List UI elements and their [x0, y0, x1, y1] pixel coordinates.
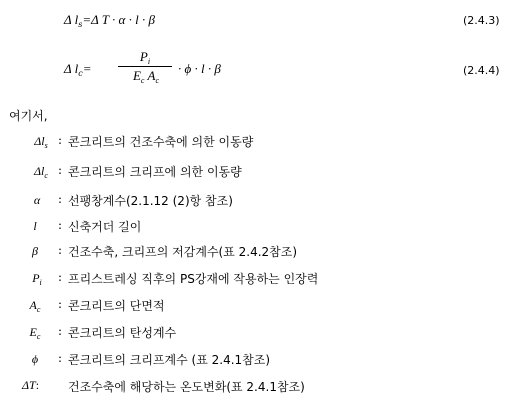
intro-text: 여기서,: [9, 109, 48, 123]
eq2-denominator-e: E: [132, 68, 141, 83]
definition-symbol-text: A: [29, 298, 37, 312]
eq1-lhs: Δ l: [64, 12, 79, 27]
definition-colon: :: [58, 218, 63, 232]
definition-colon: :: [35, 378, 40, 392]
eq2-equals: =: [82, 61, 92, 76]
definition-symbol: [22, 193, 52, 208]
definition-symbol: [20, 219, 50, 234]
definition-text: 콘크리트의 단면적: [68, 299, 165, 313]
eq2-numerator-symbol: P: [139, 49, 148, 64]
definition-text: 콘크리트의 크리프계수 (표 2.4.1참조): [68, 353, 271, 367]
equation-number-2-4-3: (2.4.3): [463, 14, 500, 27]
definition-colon: :: [58, 133, 63, 147]
definition-symbol-subscript: c: [44, 171, 48, 180]
definition-text: 건조수축에 해당하는 온도변화(표 2.4.1참조): [68, 380, 305, 394]
definition-text: 콘크리트의 크리프에 의한 이동량: [68, 165, 242, 179]
eq2-denominator-a-subscript: c: [155, 76, 160, 85]
definition-symbol-text: Δl: [34, 134, 45, 148]
definition-text: 신축거더 길이: [68, 220, 142, 234]
definition-text: 건조수축, 크리프의 저감계수(표 2.4.2참조): [68, 245, 298, 259]
definition-symbol-subscript: i: [39, 278, 42, 287]
definition-symbol-text: P: [32, 271, 40, 285]
definition-colon: :: [58, 297, 63, 311]
eq2-denominator-a: A: [147, 68, 156, 83]
eq1-rhs: =Δ T · α · l · β: [82, 12, 155, 27]
definition-symbol-text: ΔT: [22, 378, 36, 392]
eq2-lhs: Δ l: [64, 61, 79, 76]
definition-text: 프리스트레싱 직후의 PS강재에 작용하는 인장력: [68, 272, 319, 286]
definition-symbol: [26, 164, 56, 179]
definition-symbol-text: ϕ: [31, 352, 39, 366]
definition-symbol-subscript: c: [36, 332, 41, 341]
eq1-lhs-subscript: s: [78, 20, 83, 29]
definition-colon: :: [58, 324, 63, 338]
definition-symbol-text: β: [32, 244, 38, 258]
definition-symbol-text: E: [29, 325, 37, 339]
definition-symbol: [20, 244, 50, 259]
eq2-tail: · ϕ · l · β: [178, 61, 221, 76]
definition-symbol: [22, 271, 52, 286]
eq2-lhs-subscript: c: [78, 69, 83, 78]
definition-colon: :: [58, 163, 63, 177]
equation-2-4-3: [64, 12, 155, 28]
definition-text: 콘크리트의 건조수축에 의한 이동량: [68, 135, 254, 149]
definition-symbol-subscript: s: [44, 141, 48, 150]
eq2-denominator-e-subscript: c: [140, 76, 145, 85]
definition-colon: :: [58, 351, 63, 365]
definition-colon: :: [58, 192, 63, 206]
definition-symbol: [20, 325, 50, 340]
definition-symbol: [20, 352, 50, 367]
definition-text: 선팽창계수(2.1.12 (2)항 참조): [68, 194, 233, 208]
eq2-lhs-group: [64, 61, 92, 77]
eq2-numerator-subscript: i: [147, 57, 151, 66]
definition-symbol: [26, 134, 56, 149]
definition-symbol: [20, 298, 50, 313]
equation-number-2-4-4: (2.4.4): [463, 64, 500, 77]
definition-symbol-subscript: c: [36, 305, 41, 314]
definition-colon: :: [58, 243, 63, 257]
definition-colon: :: [58, 270, 63, 284]
definition-text: 콘크리트의 탄성계수: [68, 326, 177, 340]
definition-symbol-text: α: [33, 193, 41, 207]
eq2-denominator: [114, 68, 178, 84]
definition-symbol-text: l: [33, 219, 37, 233]
fraction-bar: [118, 66, 172, 67]
definition-symbol-text: Δl: [34, 164, 45, 178]
eq2-numerator: [120, 49, 170, 65]
definition-symbol: [22, 378, 39, 393]
